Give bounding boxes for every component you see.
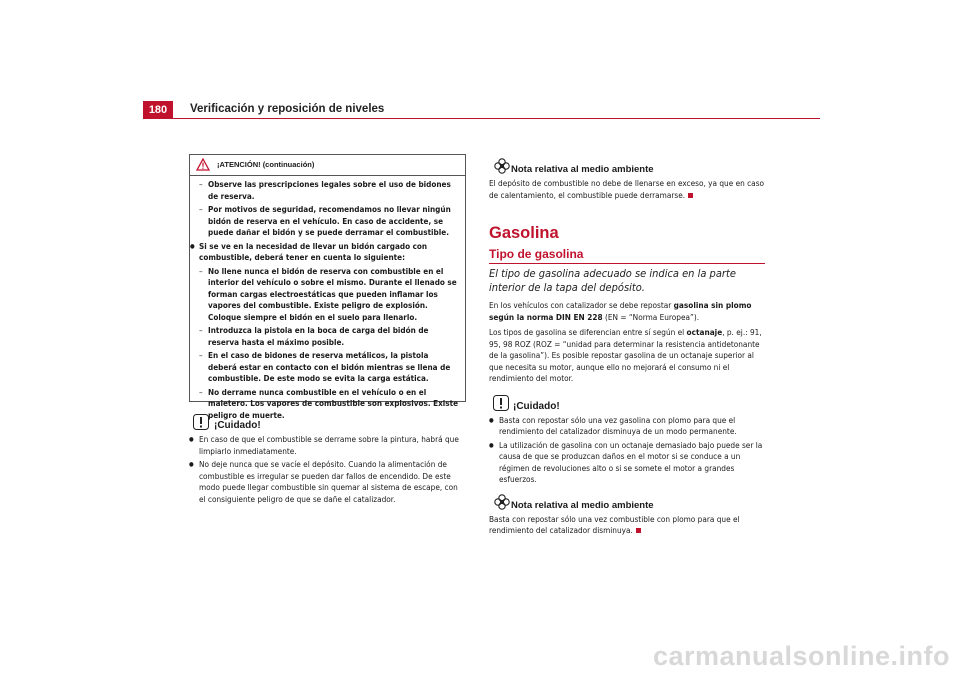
lead-text: El tipo de gasolina adecuado se indica en la parte interior de la tapa del depósito. bbox=[489, 267, 736, 294]
env-note-title: Nota relativa al medio ambiente bbox=[511, 499, 654, 511]
warning-item: ● Si se ve en la necesidad de llevar un bidón cargado con combustible, deberá tener en cuenta lo siguiente: bbox=[190, 241, 459, 264]
flower-icon bbox=[493, 493, 511, 511]
caution-title: ¡Cuidado! bbox=[214, 420, 261, 431]
warning-item: – Observe las prescripciones legales sobre el uso de bidones de reserva. bbox=[199, 179, 459, 202]
chapter-title: Verificación y reposición de niveles bbox=[190, 103, 385, 115]
warning-heading bbox=[190, 155, 465, 176]
right-column bbox=[489, 160, 767, 537]
flower-icon bbox=[493, 157, 511, 175]
caution-item: ● No deje nunca que se vacíe el depósito. Cuando la alimentación de combustible es irregular se pueden dar fallos de encendido. De este modo puede llegar combustible sin quemar al sistema de escape, con el consiguiente peligro de que se dañe el catalizador. bbox=[189, 459, 466, 505]
caution-icon bbox=[493, 395, 509, 411]
caution-item: ● En caso de que el combustible se derrame sobre la pintura, habrá que limpiarlo inmediatamente. bbox=[189, 434, 466, 457]
env-note-title: Nota relativa al medio ambiente bbox=[511, 164, 654, 175]
end-mark-icon bbox=[688, 193, 693, 198]
subsection-rule bbox=[489, 263, 765, 264]
warning-item: – En el caso de bidones de reserva metálicos, la pistola deberá estar en contacto con el bidón mientras se llena de combustible. De este modo se evita la carga estática. bbox=[199, 350, 459, 385]
warning-item: – No llene nunca el bidón de reserva con combustible en el interior del vehículo o sobre el mismo. Durante el llenado se forman cargas electroestáticas que pueden inflamar los vapores del combustible. Existe peligro de explosión. Coloque siempre el bidón en el suelo para llenarlo. bbox=[199, 266, 459, 324]
warning-triangle-icon bbox=[196, 158, 210, 171]
left-caution bbox=[189, 416, 466, 507]
env-note-text: Basta con repostar sólo una vez combustible con plomo para que el rendimiento del catalizador disminuya. bbox=[489, 513, 740, 535]
warning-body bbox=[190, 176, 465, 421]
watermark: carmanualsonline.info bbox=[652, 641, 950, 671]
warning-heading-text: ¡ATENCIÓN! (continuación) bbox=[217, 160, 315, 169]
paragraph-1: En los vehículos con catalizador se debe repostar gasolina sin plomo según la norma DIN EN 228 (EN = “Norma Europea”). bbox=[489, 300, 752, 322]
warning-item: – No derrame nunca combustible en el vehículo o en el maletero. Los vapores de combustible son explosivos. Existe peligro de muerte. bbox=[199, 387, 459, 422]
subsection-title: Tipo de gasolina bbox=[489, 246, 584, 261]
env-note-text: El depósito de combustible no debe de llenarse en exceso, ya que en caso de calentamiento, el combustible puede derramarse. bbox=[489, 178, 765, 200]
caution-title: ¡Cuidado! bbox=[513, 400, 560, 412]
caution-item: ● Basta con repostar sólo una vez gasolina con plomo para que el rendimiento del catalizador disminuya de un modo permanente. bbox=[489, 415, 767, 438]
warning-box bbox=[189, 154, 466, 420]
caution-icon bbox=[193, 414, 209, 430]
warning-item: – Introduzca la pistola en la boca de carga del bidón de reserva hasta el máximo posible. bbox=[199, 325, 459, 348]
section-title: Gasolina bbox=[489, 224, 559, 242]
warning-item: – Por motivos de seguridad, recomendamos no llevar ningún bidón de reserva en el vehículo. En caso de accidente, se puede dañar el bidón y se puede derramar el combustible. bbox=[199, 204, 459, 239]
page-number: 180 bbox=[143, 101, 173, 119]
paragraph-2: Los tipos de gasolina se diferencian entre sí según el octanaje, p. ej.: 91, 95, 98 ROZ (ROZ = “unidad para determinar la resistencia antidetonante de la gasolina”). Es posible repostar gasolina de un octanaje superior al que necesita su motor, aunque ello no mejorará el consumo ni el rendimiento del motor. bbox=[489, 327, 762, 383]
header-rule bbox=[173, 118, 820, 119]
caution-item: ● La utilización de gasolina con un octanaje demasiado bajo puede ser la causa de que se produzcan daños en el motor si se conduce a un régimen de revoluciones alto o si se somete el motor a grandes esfuerzos. bbox=[489, 440, 767, 486]
end-mark-icon bbox=[636, 528, 641, 533]
